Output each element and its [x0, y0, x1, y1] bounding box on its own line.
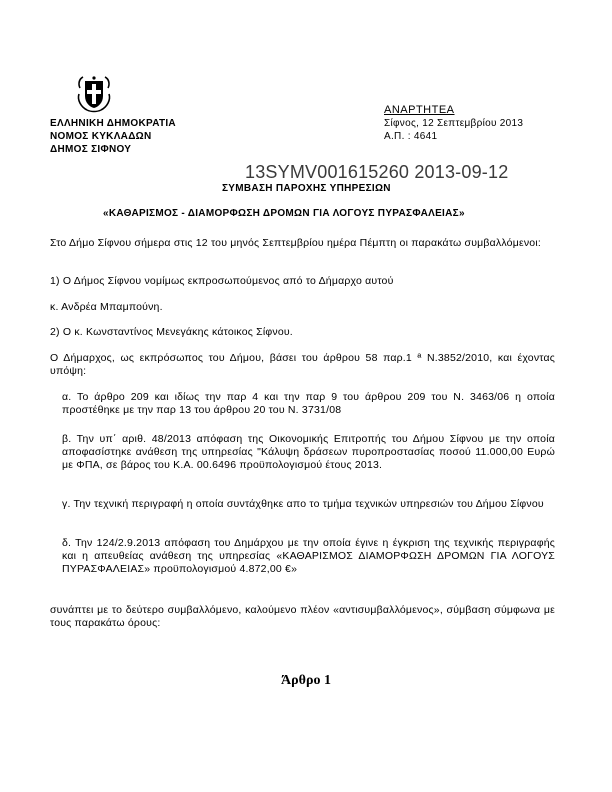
header-prefecture: ΝΟΜΟΣ ΚΥΚΛΑΔΩΝ — [50, 131, 152, 142]
document-subject: «ΚΑΘΑΡΙΣΜΟΣ - ΔΙΑΜΟΡΦΩΣΗ ΔΡΟΜΩΝ ΓΙΑ ΛΟΓΟΥΣ ΠΥΡΑΣΦΑΛΕΙΑΣ» — [103, 208, 465, 219]
considering-paragraph: Ο Δήμαρχος, ως εκπρόσωπος του Δήμου, βάσει του άρθρου 58 παρ.1 ª Ν.3852/2010, και έχοντας υπόψη: — [50, 352, 555, 377]
article-heading: Άρθρο 1 — [281, 673, 331, 688]
party-one: 1) Ο Δήμος Σίφνου νομίμως εκπροσωπούμενος από το Δήμαρχο αυτού — [50, 275, 394, 287]
header-municipality: ΔΗΜΟΣ ΣΙΦΝΟΥ — [50, 144, 132, 155]
protocol-number: Α.Π. : 4641 — [384, 131, 438, 142]
conclusion-paragraph: συνάπτει με το δεύτερο συμβαλλόμενο, καλούμενο πλέον «αντισυμβαλλόμενος», σύμβαση σύμφωνα με τους παρακάτω όρους: — [50, 604, 555, 629]
item-d: δ. Την 124/2.9.2013 απόφαση του Δημάρχου με την οποία έγινε η έγκριση της τεχνικής περιγραφής και η απευθείας ανάθεση της υπηρεσίας «ΚΑΘΑΡΙΣΜΟΣ ΔΙΑΜΟΡΦΩΣΗ ΔΡΟΜΩΝ ΓΙΑ ΛΟΓΟΥΣ ΠΥΡΑΣΦΑΛΕΙΑΣ» προϋπολογισμού 4.872,00 €» — [62, 537, 555, 575]
header-republic: ΕΛΛΗΝΙΚΗ ΔΗΜΟΚΡΑΤΙΑ — [50, 118, 176, 129]
item-b: β. Την υπ΄ αριθ. 48/2013 απόφαση της Οικονομικής Επιτροπής του Δήμου Σίφνου με την οποία αποφασίστηκε ανάθεση της υπηρεσίας "Κάλυψη δράσεων πυροπροστασίας ποσού 11.000,00 Ευρώ με ΦΠΑ, σε βάρος του Κ.Α. 00.6496 προϋπολογισμού έτους 2013. — [62, 433, 555, 471]
intro-paragraph: Στο Δήμο Σίφνου σήμερα στις 12 του μηνός Σεπτεμβρίου ημέρα Πέμπτη οι παρακάτω συμβαλλόμενοι: — [50, 237, 541, 249]
coat-of-arms-icon — [75, 74, 113, 114]
mayor-name: κ. Ανδρέα Μπαμπούνη. — [50, 301, 163, 313]
item-a: α. Το άρθρο 209 και ιδίως την παρ 4 και την παρ 9 του άρθρου 209 του Ν. 3463/06 η οποία προστέθηκε με την παρ 13 του άρθρου 20 του Ν. 3731/08 — [62, 391, 555, 416]
place-date: Σίφνος, 12 Σεπτεμβρίου 2013 — [384, 118, 524, 129]
registration-stamp: 13SYMV001615260 2013-09-12 — [245, 162, 509, 182]
posting-label: ΑΝΑΡΤΗΤΕΑ — [384, 104, 455, 116]
party-two: 2) Ο κ. Κωνσταντίνος Μενεγάκης κάτοικος Σίφνου. — [50, 326, 293, 338]
document-heading: ΣΥΜΒΑΣΗ ΠΑΡΟΧΗΣ ΥΠΗΡΕΣΙΩΝ — [222, 183, 391, 194]
item-c: γ. Την τεχνική περιγραφή η οποία συντάχθηκε απο το τμήμα τεχνικών υπηρεσιών του Δήμου Σίφνου — [62, 498, 544, 510]
